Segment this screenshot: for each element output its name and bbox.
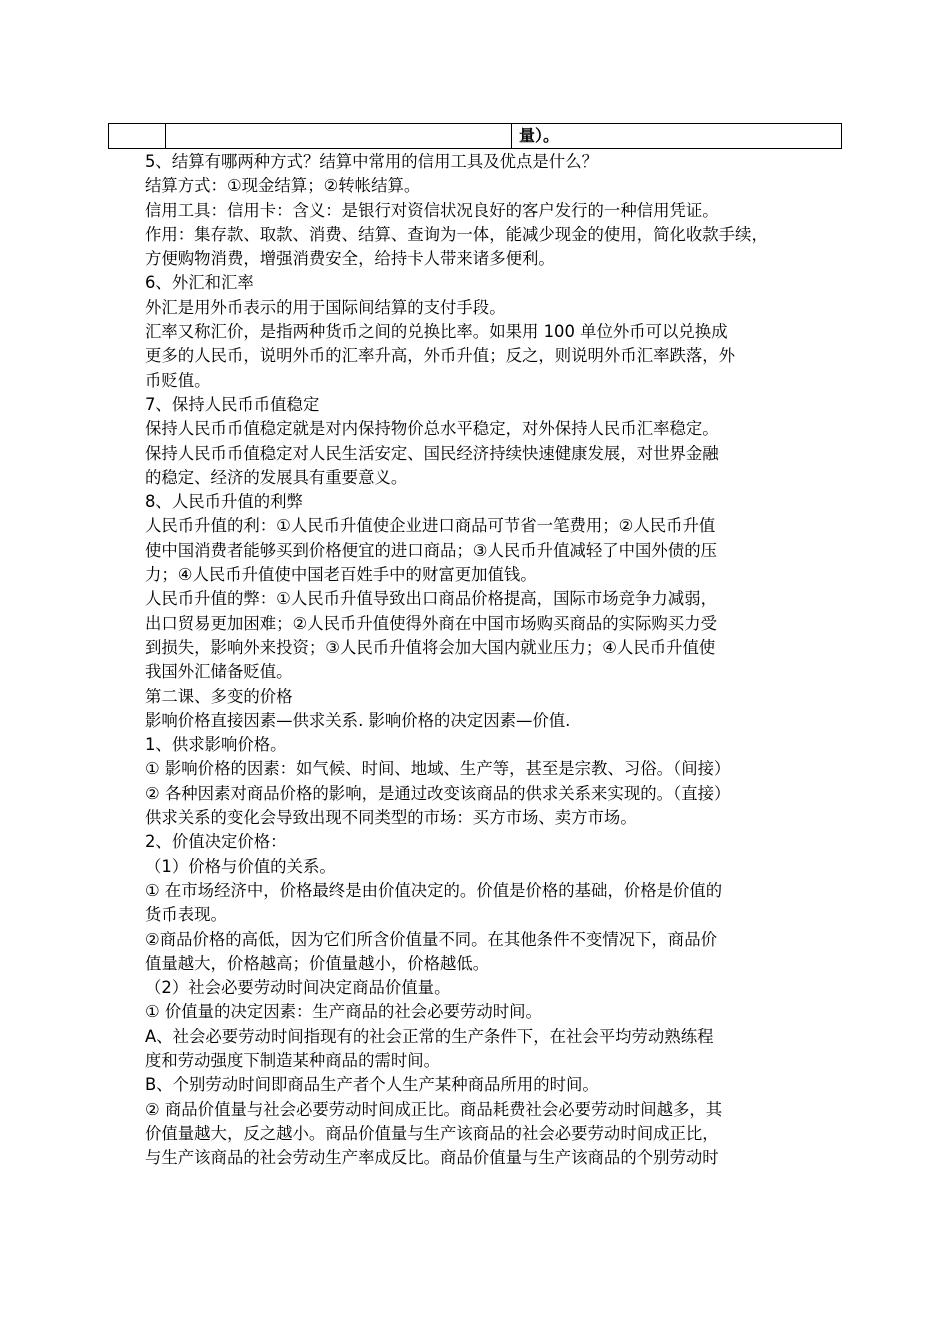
text-line: B、个别劳动时间即商品生产者个人生产某种商品所用的时间。: [145, 1075, 599, 1095]
text-line: 结算方式：①现金结算；②转帐结算。: [145, 176, 421, 196]
text-line: 保持人民币币值稳定对人民生活安定、国民经济持续快速健康发展，对世界金融: [145, 443, 719, 463]
table-cell-3: 量）。: [512, 124, 842, 149]
text-line: 供求关系的变化会导致出现不同类型的市场：买方市场、卖方市场。: [145, 808, 637, 828]
text-line: （1）价格与价值的关系。: [145, 856, 336, 876]
text-line: ① 价值量的决定因素：生产商品的社会必要劳动时间。: [145, 1002, 542, 1022]
text-line: 作用：集存款、取款、消费、结算、查询为一体，能减少现金的使用，简化收款手续，: [145, 224, 768, 244]
text-line: A、社会必要劳动时间指现有的社会正常的生产条件下，在社会平均劳动熟练程: [145, 1026, 714, 1046]
text-line: （2）社会必要劳动时间决定商品价值量。: [145, 978, 451, 998]
text-line: 外汇是用外币表示的用于国际间结算的支付手段。: [145, 297, 506, 317]
text-line: 方便购物消费，增强消费安全，给持卡人带来诸多便利。: [145, 249, 555, 269]
body-text: [145, 150, 817, 1170]
text-line: 2、价值决定价格：: [145, 832, 287, 852]
text-line: 信用工具：信用卡：含义：是银行对资信状况良好的客户发行的一种信用凭证。: [145, 200, 719, 220]
text-line: 人民币升值的利：①人民币升值使企业进口商品可节省一笔费用；②人民币升值: [145, 516, 716, 536]
text-line: 出口贸易更加困难；②人民币升值使得外商在中国市场购买商品的实际购买力受: [145, 613, 717, 633]
text-line: 8、人民币升值的利弊: [145, 492, 303, 512]
text-line: 汇率又称汇价，是指两种货币之间的兑换比率。如果用 100 单位外币可以兑换成: [145, 322, 728, 342]
text-line: 5、结算有哪两种方式？结算中常用的信用工具及优点是什么？: [145, 152, 598, 171]
text-line: 保持人民币币值稳定就是对内保持物价总水平稳定，对外保持人民币汇率稳定。: [145, 419, 719, 439]
text-line: ① 在市场经济中，价格最终是由价值决定的。价值是价格的基础，价格是价值的: [145, 880, 723, 900]
text-line: 到损失，影响外来投资；③人民币升值将会加大国内就业压力；④人民币升值使: [145, 637, 716, 657]
text-line: 力；④人民币升值使中国老百姓手中的财富更加值钱。: [145, 565, 537, 585]
text-line: 6、外汇和汇率: [145, 273, 254, 293]
text-line: 与生产该商品的社会劳动生产率成反比。商品价值量与生产该商品的个别劳动时: [145, 1148, 719, 1168]
text-line: ① 影响价格的因素：如气候、时间、地域、生产等，甚至是宗教、习俗。（间接）: [145, 759, 731, 779]
text-line: 第二课、多变的价格: [145, 686, 293, 706]
text-line: 人民币升值的弊：①人民币升值导致出口商品价格提高，国际市场竞争力减弱，: [145, 589, 717, 609]
text-line: 影响价格直接因素—供求关系. 影响价格的决定因素—价值.: [145, 710, 571, 730]
continuation-table: [108, 123, 842, 149]
text-line: 7、保持人民币币值稳定: [145, 394, 320, 414]
text-line: 我国外汇储备贬值。: [145, 662, 293, 682]
text-line: 币贬值。: [145, 370, 211, 390]
table-row: [109, 124, 842, 149]
text-line: 使中国消费者能够买到价格便宜的进口商品；③人民币升值减轻了中国外债的压: [145, 540, 717, 560]
text-line: ② 各种因素对商品价格的影响，是通过改变该商品的供求关系来实现的。（直接）: [145, 783, 731, 803]
text-line: 更多的人民币，说明外币的汇率升高，外币升值；反之，则说明外币汇率跌落，外: [145, 346, 736, 366]
text-line: ②商品价格的高低，因为它们所含价值量不同。在其他条件不变情况下，商品价: [145, 929, 717, 949]
text-line: ② 商品价值量与社会必要劳动时间成正比。商品耗费社会必要劳动时间越多，其: [145, 1099, 723, 1119]
text-line: 价值量越大，反之越小。商品价值量与生产该商品的社会必要劳动时间成正比，: [145, 1123, 719, 1143]
text-line: 度和劳动强度下制造某种商品的需时间。: [145, 1050, 441, 1070]
text-line: 的稳定、经济的发展具有重要意义。: [145, 467, 408, 487]
text-line: 1、供求影响价格。: [145, 735, 287, 755]
table-cell-1: [109, 124, 166, 149]
text-line: 货币表现。: [145, 905, 227, 925]
text-line: 值量越大，价格越高；价值量越小，价格越低。: [145, 953, 490, 973]
table-cell-2: [166, 124, 512, 149]
